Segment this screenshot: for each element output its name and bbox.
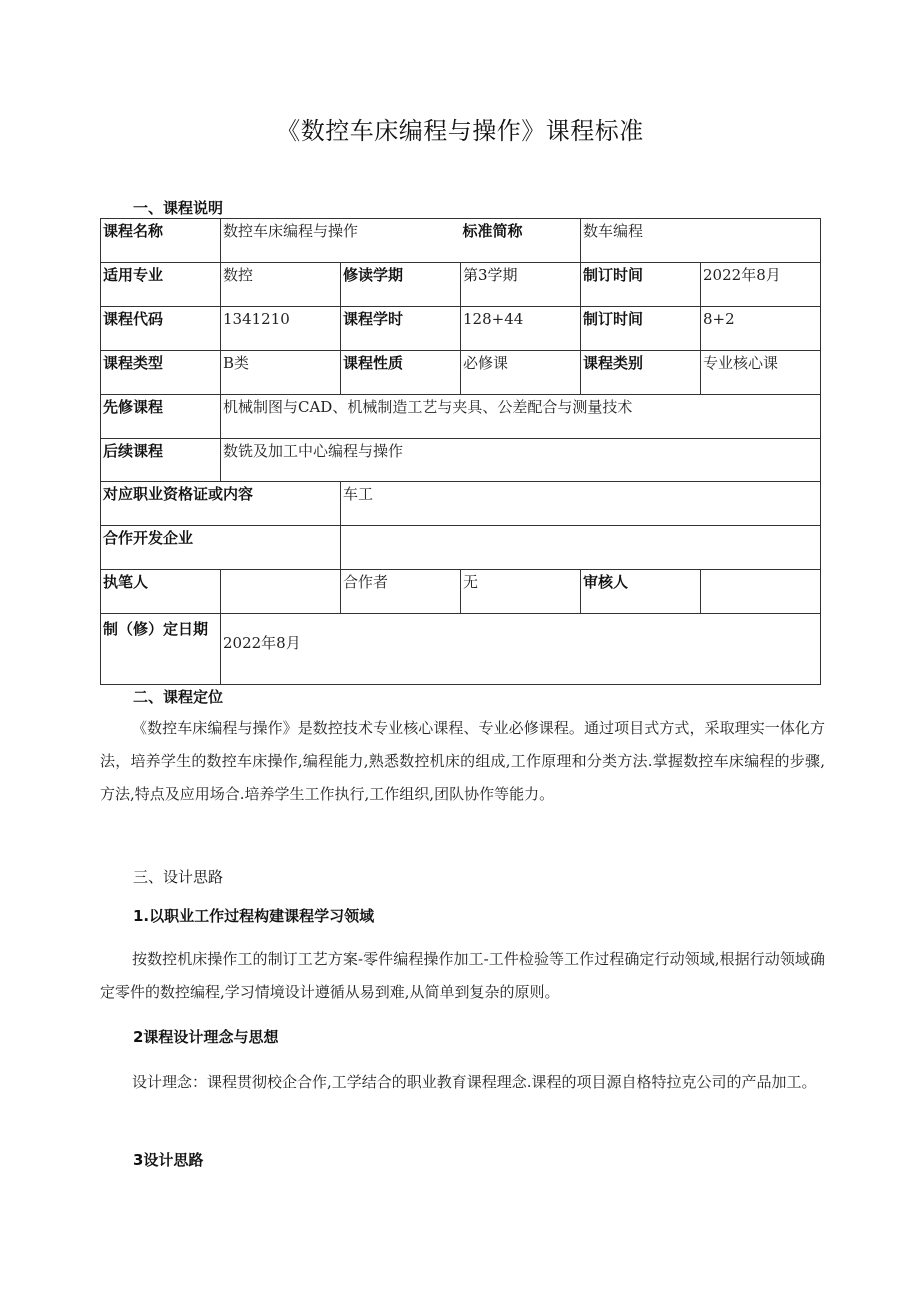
category-label: 课程类别 bbox=[581, 351, 701, 395]
followup-value: 数铣及加工中心编程与操作 bbox=[221, 439, 821, 482]
made-time-label: 制订时间 bbox=[581, 263, 701, 307]
type-value: B类 bbox=[221, 351, 341, 395]
section-heading-course-positioning: 二、课程定位 bbox=[133, 688, 224, 706]
table-row bbox=[101, 482, 821, 526]
cert-value: 车工 bbox=[341, 482, 821, 526]
nature-value: 必修课 bbox=[461, 351, 581, 395]
semester-value: 第3学期 bbox=[461, 263, 581, 307]
prereq-label: 先修课程 bbox=[101, 395, 221, 439]
table-row bbox=[101, 219, 821, 263]
subsection-2-paragraph: 设计理念：课程贯彻校企合作,工学结合的职业教育课程理念.课程的项目源自格特拉克公司的产品加工。 bbox=[132, 1073, 817, 1091]
partner-value bbox=[341, 526, 821, 570]
reviewer-label: 审核人 bbox=[581, 570, 701, 614]
major-label: 适用专业 bbox=[101, 263, 221, 307]
standard-abbr-label: 标准简称 bbox=[461, 219, 581, 263]
table-row bbox=[101, 570, 821, 614]
made-time2-label: 制订时间 bbox=[581, 307, 701, 351]
code-label: 课程代码 bbox=[101, 307, 221, 351]
revise-date-label: 制（修）定日期 bbox=[101, 614, 221, 685]
table-row bbox=[101, 351, 821, 395]
subsection-heading-2: 2课程设计理念与思想 bbox=[133, 1028, 279, 1046]
semester-label: 修读学期 bbox=[341, 263, 461, 307]
partner-label: 合作开发企业 bbox=[101, 526, 341, 570]
table-row bbox=[101, 395, 821, 439]
section-heading-course-description: 一、课程说明 bbox=[133, 199, 224, 217]
course-info-table bbox=[100, 218, 821, 685]
type-label: 课程类型 bbox=[101, 351, 221, 395]
table-row bbox=[101, 263, 821, 307]
subsection-heading-1: 1.以职业工作过程构建课程学习领域 bbox=[133, 907, 375, 925]
made-time2-value: 8+2 bbox=[701, 307, 821, 351]
standard-abbr-value: 数车编程 bbox=[581, 219, 821, 263]
cowriter-label: 合作者 bbox=[341, 570, 461, 614]
writer-value bbox=[221, 570, 341, 614]
hours-value: 128+44 bbox=[461, 307, 581, 351]
course-name-value: 数控车床编程与操作 bbox=[221, 219, 461, 263]
cowriter-value: 无 bbox=[461, 570, 581, 614]
page-title: 《数控车床编程与操作》课程标准 bbox=[276, 117, 644, 145]
category-value: 专业核心课 bbox=[701, 351, 821, 395]
major-value: 数控 bbox=[221, 263, 341, 307]
table-row bbox=[101, 307, 821, 351]
table-row bbox=[101, 526, 821, 570]
nature-label: 课程性质 bbox=[341, 351, 461, 395]
code-value: 1341210 bbox=[221, 307, 341, 351]
subsection-heading-3: 3设计思路 bbox=[133, 1151, 204, 1169]
table-row bbox=[101, 614, 821, 685]
revise-date-value: 2022年8月 bbox=[221, 614, 821, 685]
made-time-value: 2022年8月 bbox=[701, 263, 821, 307]
hours-label: 课程学时 bbox=[341, 307, 461, 351]
writer-label: 执笔人 bbox=[101, 570, 221, 614]
followup-label: 后续课程 bbox=[101, 439, 221, 482]
course-positioning-paragraph: 《数控车床编程与操作》是数控技术专业核心课程、专业必修课程。通过项目式方式，采取理实一体化方法，培养学生的数控车床操作,编程能力,熟悉数控机床的组成,工作原理和分类方法.掌握数控车床编程的步骤,方法,特点及应用场合.培养学生工作执行,工作组织,团队协作等能力。 bbox=[100, 719, 825, 803]
course-name-label: 课程名称 bbox=[101, 219, 221, 263]
prereq-value: 机械制图与CAD、机械制造工艺与夹具、公差配合与测量技术 bbox=[221, 395, 821, 439]
cert-label: 对应职业资格证或内容 bbox=[101, 482, 341, 526]
table-row bbox=[101, 439, 821, 482]
subsection-1-paragraph: 按数控机床操作工的制订工艺方案-零件编程操作加工-工件检验等工作过程确定行动领域,根据行动领域确定零件的数控编程,学习情境设计遵循从易到难,从简单到复杂的原则。 bbox=[100, 950, 825, 1001]
section-heading-design-approach: 三、设计思路 bbox=[133, 868, 224, 886]
reviewer-value bbox=[701, 570, 821, 614]
